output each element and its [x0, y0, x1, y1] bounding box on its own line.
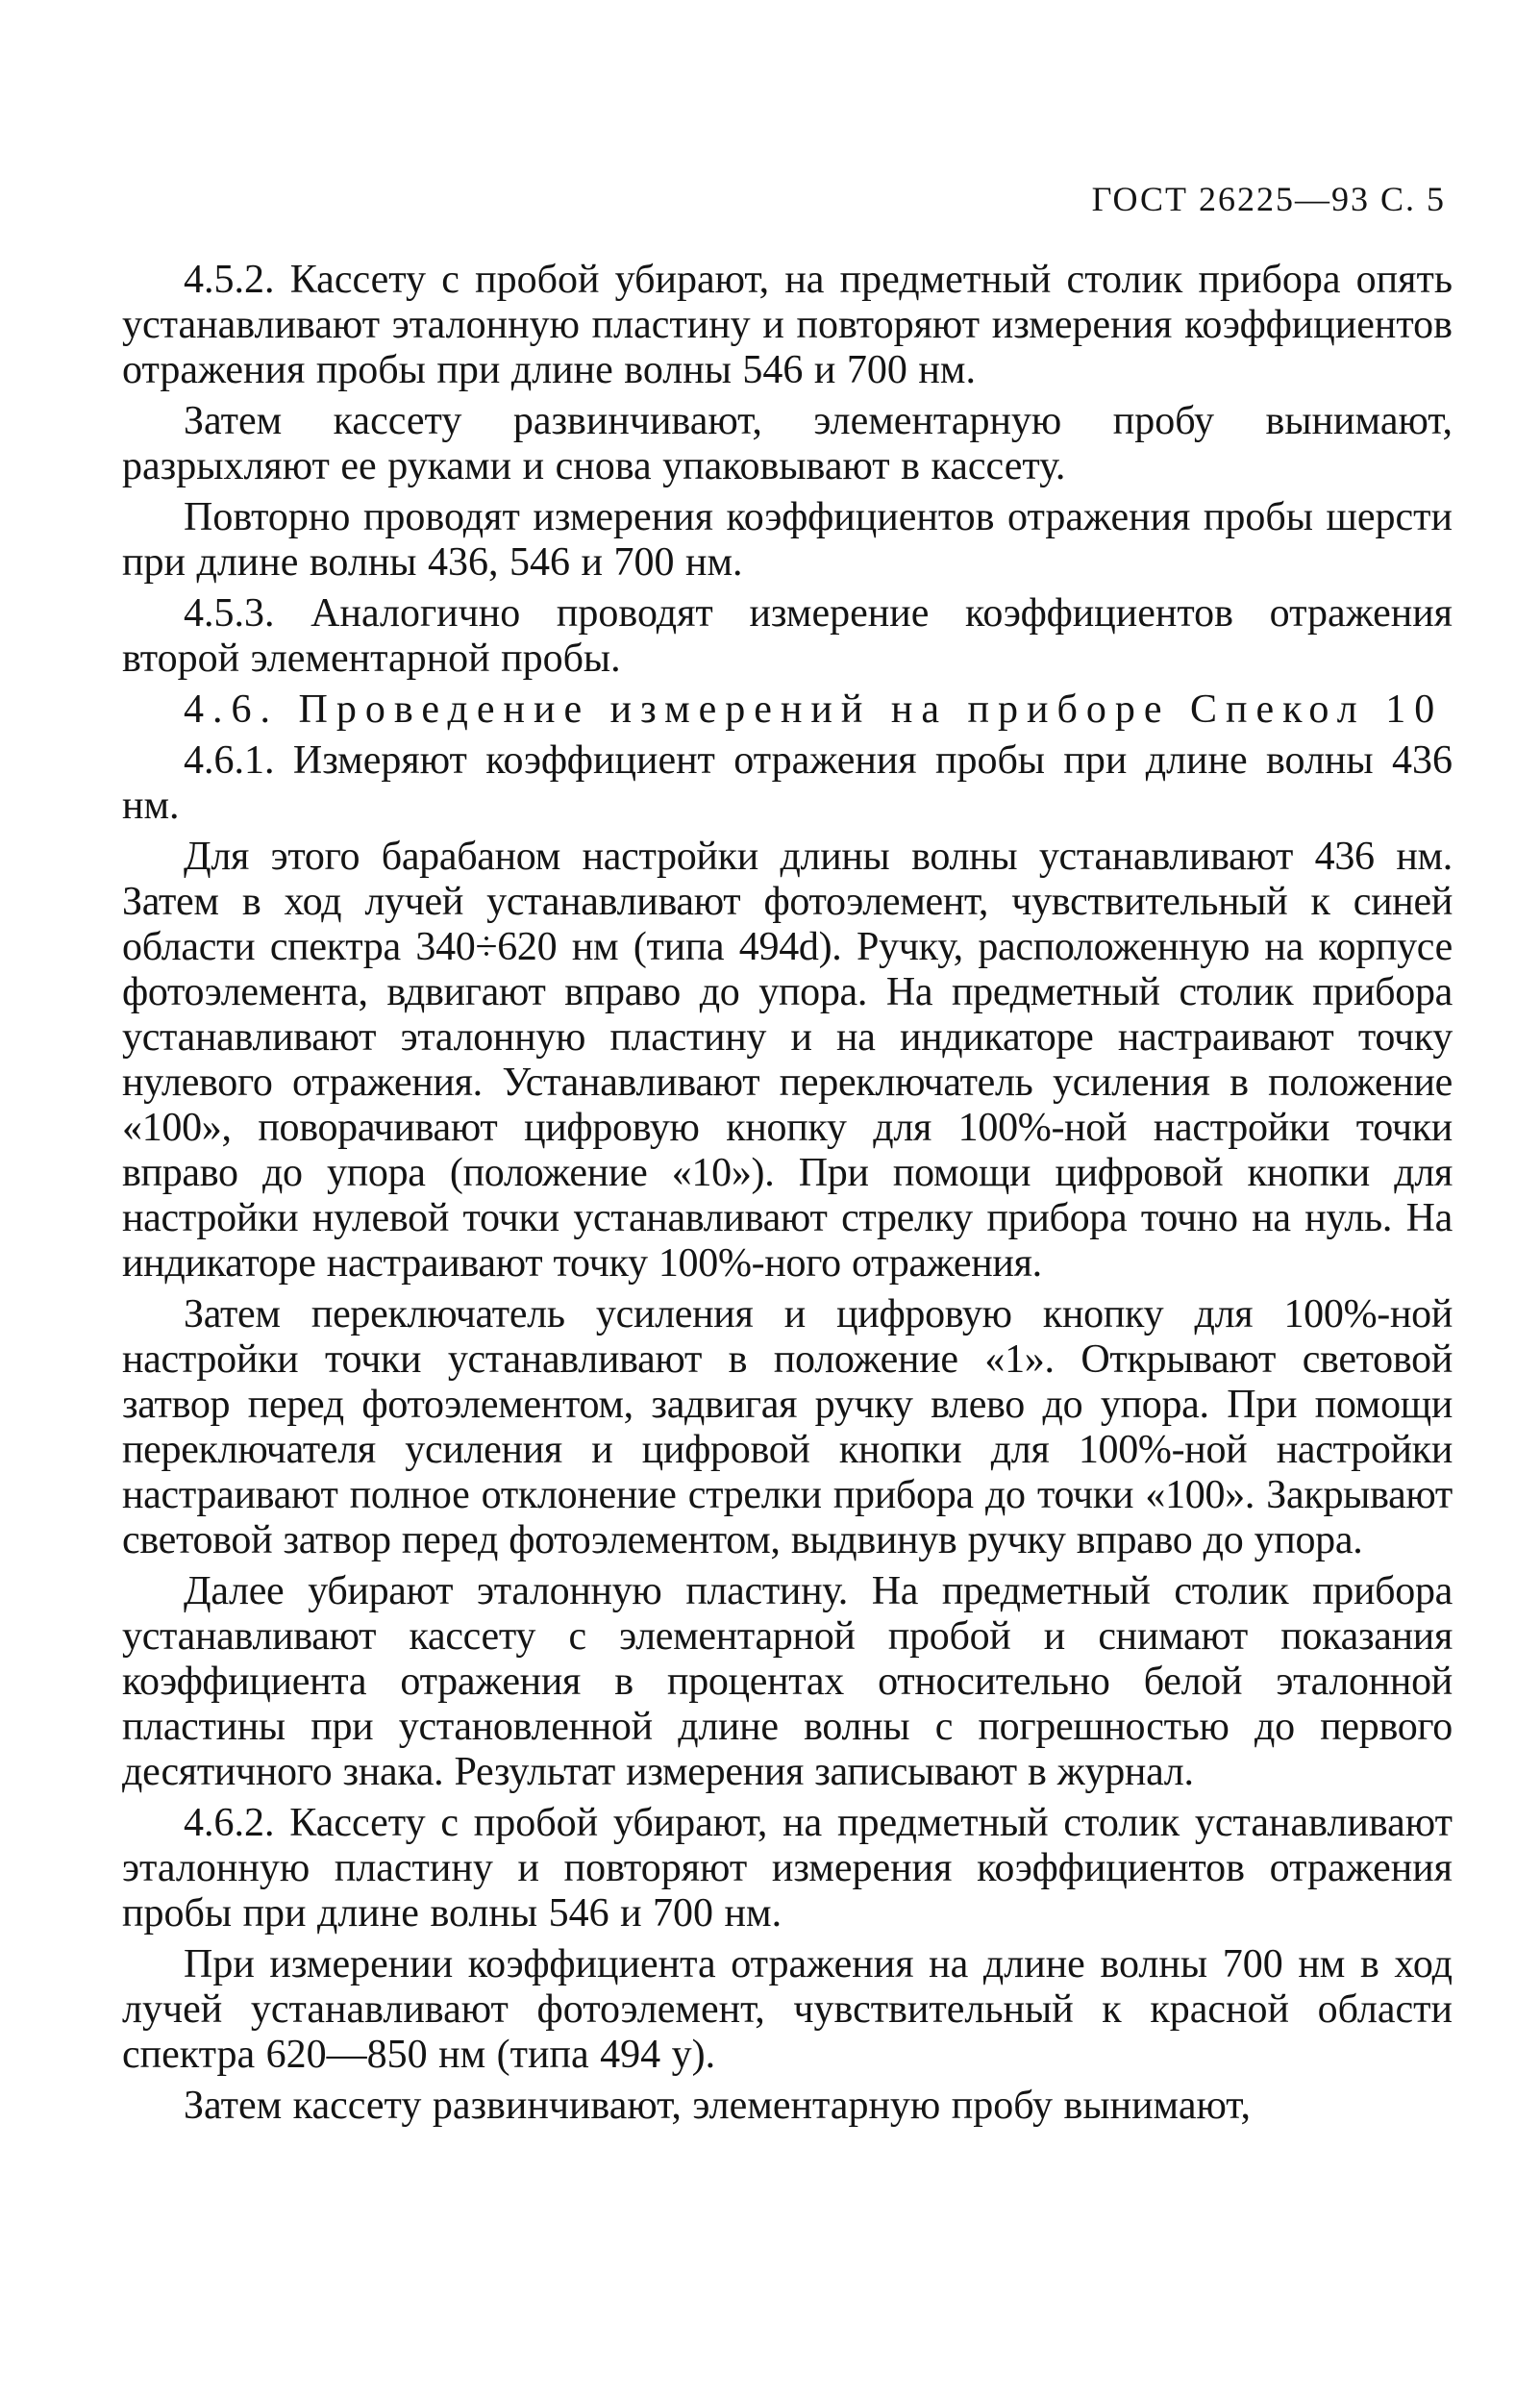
paragraph-gain-switch: Затем переключатель усиления и цифровую кнопку для 100%-ной настройки точки устанавливают в положение «1». Открывают световой затвор перед фотоэлементом, задвигая ручку влево до упора. При помощи переключателя усиления и цифровой кнопки для 100%-ной настройки настраивают полное отклонение стрелки прибора до точки «100». Закрывают световой затвор перед фотоэлементом, выдвинув ручку вправо до упора. [122, 1292, 1453, 1562]
paragraph-unwind-again: Затем кассету развинчивают, элементарную пробу вынимают, [184, 2084, 1252, 2128]
paragraph-4-6-2: 4.6.2. Кассету с пробой убирают, на предметный столик устанавливают эталонную пластину и повторяют измерения коэффициентов отражения пробы при длине волны 546 и 700 нм. [122, 1801, 1453, 1936]
paragraph-remove-plate: Далее убирают эталонную пластину. На предметный столик прибора устанавливают кассету с элементарной пробой и снимают показания коэффициента отражения в процентах относительно белой эталонной пластины при установленной длине волны с погрешностью до первого десятичного знака. Результат измерения записывают в журнал. [122, 1569, 1453, 1794]
section-heading-4-6: 4.6. Проведение измерений на приборе Спекол 10 [184, 687, 1444, 732]
paragraph-700nm: При измерении коэффициента отражения на длине волны 700 нм в ход лучей устанавливают фотоэлемент, чувствительный к красной области спектра 620—850 нм (типа 494 у). [122, 1942, 1453, 2077]
paragraph-436-setup: Для этого барабаном настройки длины волны устанавливают 436 нм. Затем в ход лучей устанавливают фотоэлемент, чувствительный к синей области спектра 340÷620 нм (типа 494d). Ручку, расположенную на корпусе фотоэлемента, вдвигают вправо до упора. На предметный столик прибора устанавливают эталонную пластину и на индикаторе настраивают точку нулевого отражения. Устанавливают переключатель усиления в положение «100», поворачивают цифровую кнопку для 100%-ной настройки точки вправо до упора (положение «10»). При помощи цифровой кнопки для настройки нулевой точки устанавливают стрелку прибора точно на нуль. На индикаторе настраивают точку 100%-ного отражения. [122, 835, 1453, 1286]
body-text [122, 258, 1453, 2135]
paragraph-4-5-3: 4.5.3. Аналогично проводят измерение коэффициентов отражения второй элементарной пробы. [122, 591, 1453, 681]
paragraph-4-6-1: 4.6.1. Измеряют коэффициент отражения пробы при длине волны 436 нм. [122, 738, 1453, 828]
paragraph-unwind-cassette: Затем кассету развинчивают, элементарную пробу вынимают, разрыхляют ее руками и снова упаковывают в кассету. [122, 399, 1453, 488]
paragraph-4-5-2: 4.5.2. Кассету с пробой убирают, на предметный столик прибора опять устанавливают эталонную пластину и повторяют измерения коэффициентов отражения пробы при длине волны 546 и 700 нм. [122, 258, 1453, 392]
page-header: ГОСТ 26225—93 С. 5 [1091, 180, 1446, 218]
paragraph-repeat-measurements: Повторно проводят измерения коэффициентов отражения пробы шерсти при длине волны 436, 546 и 700 нм. [122, 495, 1453, 585]
